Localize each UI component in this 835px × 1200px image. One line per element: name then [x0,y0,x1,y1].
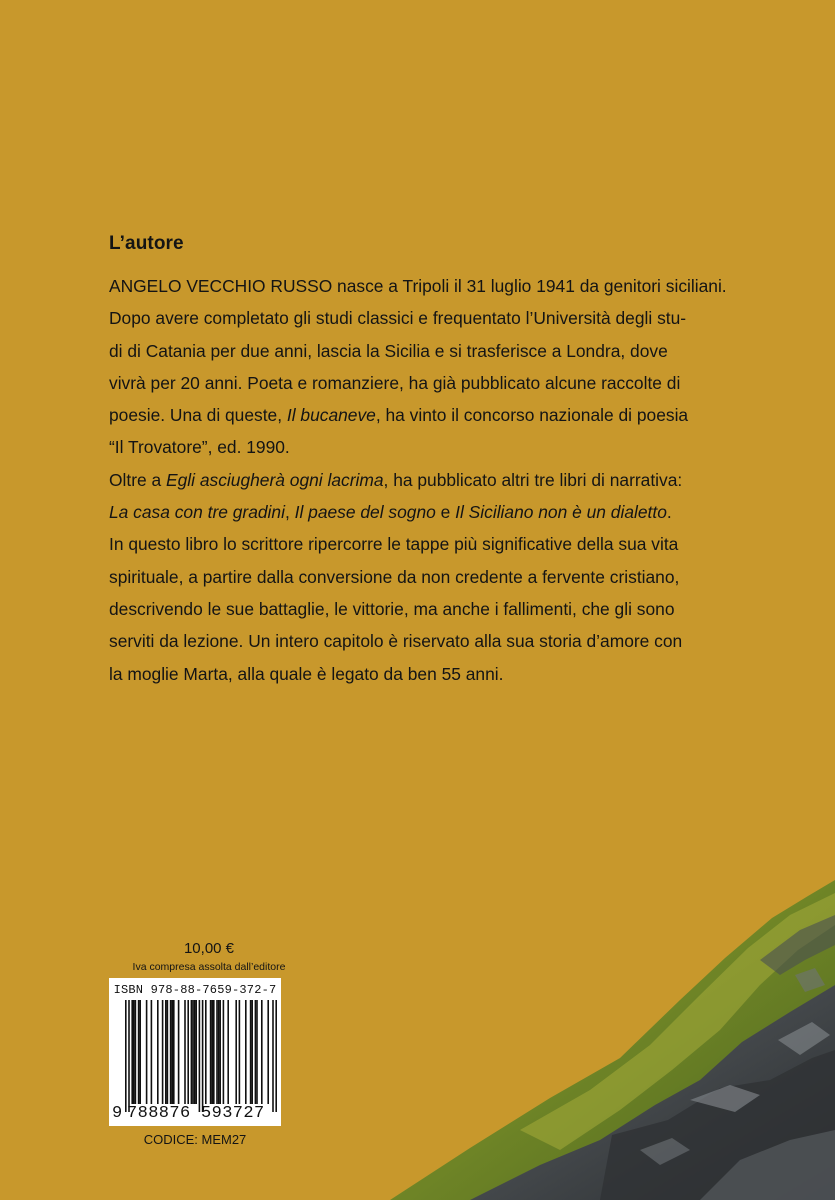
about-author-heading: L’autore [109,233,184,254]
product-code: CODICE: MEM27 [143,1132,247,1147]
barcode-bar [165,1000,167,1104]
barcode-bar [267,1000,269,1104]
barcode-first-digit: 9 [112,1104,123,1123]
barcode-bar [171,1000,173,1104]
barcode-bar [218,1000,220,1104]
biography-text: la moglie Marta, alla quale è legato da ben 55 anni. [109,663,504,684]
barcode-bar [138,1000,140,1104]
biography-line [109,431,749,463]
barcode-bar [205,1000,207,1104]
biography-text: di di Catania per due anni, lascia la Sicilia e si trasferisce a Londra, dove [109,340,668,361]
biography-line [109,399,749,431]
barcode-bar [245,1000,247,1104]
barcode-bar [173,1000,175,1104]
barcode-bar [210,1000,212,1104]
barcode-bar [256,1000,258,1104]
barcode-bar [162,1000,164,1104]
biography-text: e [435,502,456,523]
biography-line [109,367,749,399]
barcode-bar [170,1000,172,1104]
barcode-bar [146,1000,148,1104]
biography-line [109,658,749,690]
biography-line [109,496,749,528]
barcode-bar [216,1000,218,1104]
biography-line [109,335,749,367]
barcode-bar [227,1000,229,1104]
biography-text: “Il Trovatore”, ed. 1990. [109,437,290,458]
barcode-bar [251,1000,253,1104]
barcode-bar [191,1000,193,1104]
biography-line [109,464,749,496]
barcode-bar [131,1000,133,1104]
book-title: La casa con tre gradini [109,502,285,523]
barcode-bar [184,1000,186,1104]
barcode-bar [239,1000,241,1104]
barcode-bar [187,1000,189,1104]
biography-text: vivrà per 20 anni. Poeta e romanziere, ha già pubblicato alcune raccolte di [109,372,681,393]
biography-line [109,593,749,625]
barcode-bar [128,1000,130,1112]
barcode [109,978,281,1126]
barcode-bar [195,1000,197,1104]
barcode-left-digits: 788876 [127,1104,191,1123]
barcode-bar [192,1000,194,1104]
biography-text: , ha pubblicato altri tre libri di narrativa: [383,469,683,490]
biography-line [109,625,749,657]
biography-text: ANGELO VECCHIO RUSSO nasce a Tripoli il 31 luglio 1941 da genitori siciliani. [109,276,727,296]
biography-text: Dopo avere completato gli studi classici e frequentato l’Università degli stu- [109,308,687,329]
price: 10,00 € [183,940,235,957]
barcode-bar [213,1000,215,1104]
barcode-bar [272,1000,274,1112]
isbn-label: ISBN 978-88-7659-372-7 [113,983,277,997]
barcode-bar [151,1000,153,1104]
book-title: Il bucaneve [286,405,376,426]
barcode-bar [194,1000,196,1104]
biography-line [109,561,749,593]
barcode-bar [275,1000,277,1112]
barcode-bar [261,1000,263,1104]
barcode-right-digits: 593727 [201,1104,265,1123]
biography-line [109,270,749,302]
book-title: Il paese del sogno [294,502,436,523]
biography-text: spirituale, a partire dalla conversione da non credente a fervente cristiano, [109,566,680,587]
biography-text: descrivendo le sue battaglie, le vittorie, ma anche i fallimenti, che gli sono [109,598,675,619]
barcode-bar [178,1000,180,1104]
biography-text: , ha vinto il concorso nazionale di poesia [375,405,689,426]
barcode-bar [250,1000,252,1104]
biography-text: In questo libro lo scrittore ripercorre le tappe più significative della sua vita [109,534,679,555]
biography-text: Oltre a [109,469,167,490]
biography-text: , [284,502,295,523]
biography-text: . [666,502,672,523]
book-title: Egli asciugherà ogni lacrima [166,469,384,490]
biography-line [109,528,749,560]
barcode-bar [223,1000,225,1104]
barcode-bar [199,1000,201,1112]
author-biography [109,270,749,690]
barcode-bar [125,1000,127,1112]
barcode-bar [235,1000,237,1104]
barcode-bar [133,1000,135,1104]
barcode-bar [219,1000,221,1104]
barcode-bar [255,1000,257,1104]
barcode-bar [167,1000,169,1104]
vat-note: Iva compresa assolta dall’editore [132,961,286,973]
barcode-bar [139,1000,141,1104]
biography-text: serviti da lezione. Un intero capitolo è riservato alla sua storia d’amore con [109,631,683,652]
book-title: Il Siciliano non è un dialetto [455,502,667,523]
barcode-bar [135,1000,137,1104]
biography-line [109,302,749,334]
barcode-bar [157,1000,159,1104]
barcode-bar [202,1000,204,1112]
biography-text: poesie. Una di queste, [109,405,287,426]
barcode-bar [211,1000,213,1104]
